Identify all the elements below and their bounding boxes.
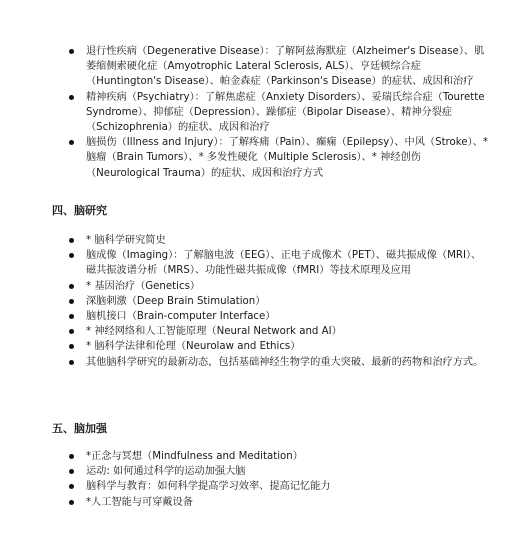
neurological-disorders-list xyxy=(0,44,524,181)
section-heading-brain-enhancement: 五、脑加强 xyxy=(52,422,107,435)
bullet-icon xyxy=(69,360,74,365)
list-item-text: 其他脑科学研究的最新动态，包括基础神经生物学的重大突破、最新的药物和治疗方式。 xyxy=(86,356,484,368)
brain-research-list xyxy=(0,233,524,370)
list-item-text: 退行性疾病（Degenerative Disease）：了解阿兹海默症（Alzheimer's Disease）、肌萎缩侧索硬化症（Amyotrophic Lateral Sclerosis, ALS）、亨廷顿综合症（Huntington's Disease）、帕金森症（Parkinson's Disease）的症状、成因和治疗 xyxy=(86,46,485,88)
list-item-text: * 基因治疗（Genetics） xyxy=(86,280,201,292)
list-item-text: * 神经网络和人工智能原理（Neural Network and AI） xyxy=(86,326,342,338)
list-item xyxy=(0,464,524,479)
bullet-icon xyxy=(69,95,74,100)
bullet-icon xyxy=(69,469,74,474)
bullet-icon xyxy=(69,49,74,54)
list-item-text: * 脑科学研究简史 xyxy=(86,235,166,246)
bullet-icon xyxy=(69,344,74,349)
list-item-text: 脑科学与教育：如何科学提高学习效率、提高记忆能力 xyxy=(86,481,331,493)
list-item xyxy=(0,248,524,278)
list-item xyxy=(0,279,524,294)
list-item xyxy=(0,233,524,248)
list-item xyxy=(0,495,524,510)
list-item xyxy=(0,135,524,181)
list-item-text: *正念与冥想（Mindfulness and Meditation） xyxy=(86,451,303,462)
list-item xyxy=(0,449,524,464)
list-item-text: 脑成像（Imaging）：了解脑电波（EEG）、正电子成像术（PET）、磁共振成像（MRI）、磁共振波谱分析（MRS）、功能性磁共振成像（fMRI）等技术原理及应用 xyxy=(86,250,482,277)
list-item xyxy=(0,90,524,136)
list-item xyxy=(0,309,524,324)
bullet-icon xyxy=(69,329,74,334)
list-item xyxy=(0,355,524,370)
bullet-icon xyxy=(69,314,74,319)
bullet-icon xyxy=(69,299,74,304)
bullet-icon xyxy=(69,238,74,243)
list-item-text: 深脑刺激（Deep Brain Stimulation） xyxy=(86,295,266,307)
list-item-text: 脑机接口（Brain-computer Interface） xyxy=(86,311,276,323)
list-item xyxy=(0,479,524,494)
list-item-text: *人工智能与可穿戴设备 xyxy=(86,496,193,508)
list-item xyxy=(0,44,524,90)
bullet-icon xyxy=(69,484,74,489)
bullet-icon xyxy=(69,140,74,145)
list-item xyxy=(0,339,524,354)
bullet-icon xyxy=(69,500,74,505)
list-item-text: 脑损伤（Illness and Injury）：了解疼痛（Pain）、癫痫（Epilepsy）、中风（Stroke）、* 脑瘤（Brain Tumors）、* 多发性硬化（Multiple Sclerosis）、* 神经创伤（Neurological Trauma）的症状、成因和治疗方式 xyxy=(86,137,488,179)
bullet-icon xyxy=(69,454,74,459)
bullet-icon xyxy=(69,253,74,258)
bullet-icon xyxy=(69,284,74,289)
section-heading-brain-research: 四、脑研究 xyxy=(52,204,107,217)
list-item xyxy=(0,294,524,309)
list-item-text: * 脑科学法律和伦理（Neurolaw and Ethics） xyxy=(86,341,301,353)
list-item xyxy=(0,324,524,339)
list-item-text: 精神疾病（Psychiatry）：了解焦虑症（Anxiety Disorders）、妥瑞氏综合症（Tourette Syndrome）、抑郁症（Depression）、躁郁症（Bipolar Disease）、精神分裂症（Schizophrenia）的症状、成因和治疗 xyxy=(86,91,485,134)
brain-enhancement-list xyxy=(0,449,524,510)
list-item-text: 运动: 如何通过科学的运动加强大脑 xyxy=(86,466,246,478)
